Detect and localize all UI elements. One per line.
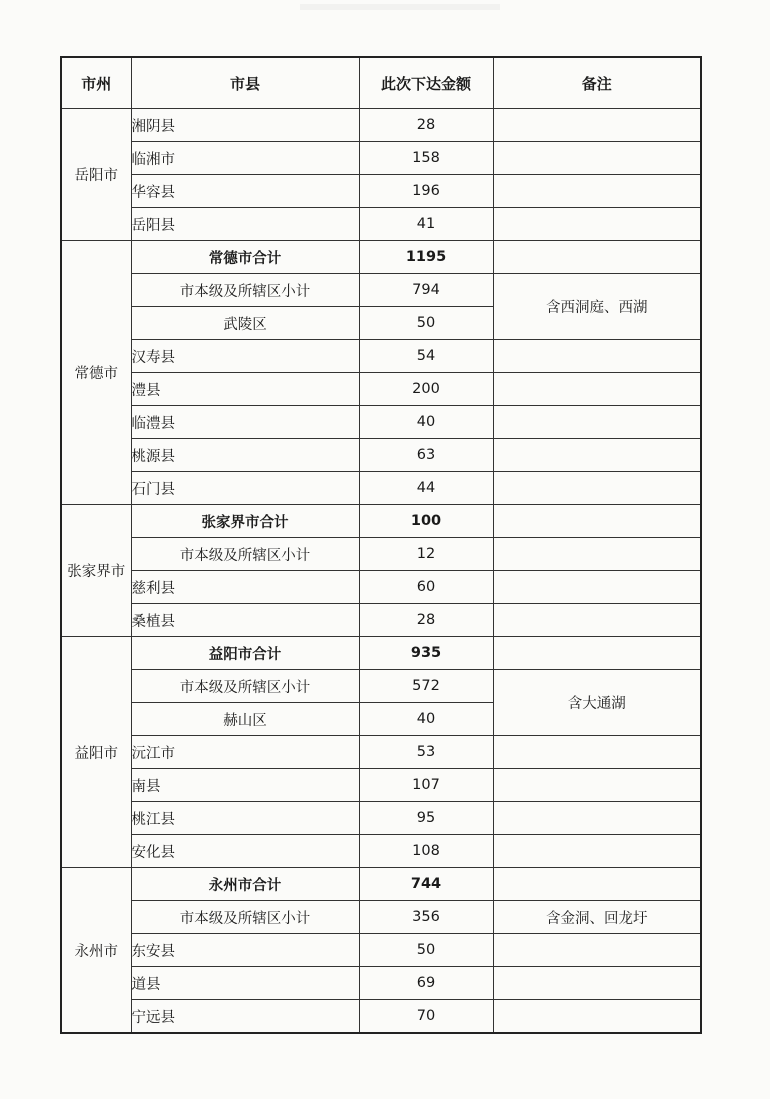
county-cell: 岳阳县	[131, 208, 359, 241]
amount-cell: 28	[359, 604, 493, 637]
note-cell	[493, 802, 701, 835]
note-cell	[493, 406, 701, 439]
county-cell: 永州市合计	[131, 868, 359, 901]
amount-cell: 50	[359, 307, 493, 340]
table-row	[61, 769, 701, 802]
city-cell: 常德市	[61, 241, 131, 505]
amount-cell: 158	[359, 142, 493, 175]
amount-cell: 44	[359, 472, 493, 505]
amount-cell: 40	[359, 406, 493, 439]
table-row	[61, 802, 701, 835]
amount-cell: 356	[359, 901, 493, 934]
county-cell: 湘阴县	[131, 109, 359, 142]
amount-cell: 60	[359, 571, 493, 604]
amount-cell: 108	[359, 835, 493, 868]
note-cell	[493, 736, 701, 769]
county-cell: 道县	[131, 967, 359, 1000]
note-cell	[493, 868, 701, 901]
amount-cell: 70	[359, 1000, 493, 1034]
amount-cell: 95	[359, 802, 493, 835]
note-cell	[493, 505, 701, 538]
county-cell: 南县	[131, 769, 359, 802]
note-cell	[493, 142, 701, 175]
header-city: 市州	[61, 57, 131, 109]
note-cell	[493, 109, 701, 142]
table-row	[61, 1000, 701, 1034]
table-row	[61, 208, 701, 241]
table-row	[61, 538, 701, 571]
note-cell	[493, 340, 701, 373]
amount-cell: 28	[359, 109, 493, 142]
table-row	[61, 373, 701, 406]
note-cell	[493, 538, 701, 571]
table-row	[61, 472, 701, 505]
amount-cell: 40	[359, 703, 493, 736]
city-cell: 永州市	[61, 868, 131, 1034]
county-cell: 安化县	[131, 835, 359, 868]
city-cell: 张家界市	[61, 505, 131, 637]
note-cell	[493, 175, 701, 208]
table-row	[61, 835, 701, 868]
table-row	[61, 934, 701, 967]
note-cell	[493, 571, 701, 604]
table-row	[61, 142, 701, 175]
county-cell: 桃江县	[131, 802, 359, 835]
note-cell	[493, 604, 701, 637]
table-row	[61, 175, 701, 208]
note-cell	[493, 1000, 701, 1034]
county-cell: 常德市合计	[131, 241, 359, 274]
county-cell: 桑植县	[131, 604, 359, 637]
amount-cell: 200	[359, 373, 493, 406]
amount-cell: 1195	[359, 241, 493, 274]
table-row	[61, 604, 701, 637]
county-cell: 市本级及所辖区小计	[131, 670, 359, 703]
note-cell	[493, 934, 701, 967]
scan-artifact	[300, 4, 500, 10]
table-row	[61, 505, 701, 538]
amount-cell: 50	[359, 934, 493, 967]
county-cell: 赫山区	[131, 703, 359, 736]
table-row	[61, 340, 701, 373]
amount-cell: 54	[359, 340, 493, 373]
note-cell	[493, 373, 701, 406]
note-cell	[493, 769, 701, 802]
note-cell: 含大通湖	[493, 670, 701, 736]
note-cell	[493, 241, 701, 274]
county-cell: 武陵区	[131, 307, 359, 340]
note-cell	[493, 208, 701, 241]
note-cell	[493, 835, 701, 868]
county-cell: 临湘市	[131, 142, 359, 175]
header-county: 市县	[131, 57, 359, 109]
table-row	[61, 637, 701, 670]
county-cell: 汉寿县	[131, 340, 359, 373]
county-cell: 张家界市合计	[131, 505, 359, 538]
table-row	[61, 439, 701, 472]
amount-cell: 69	[359, 967, 493, 1000]
county-cell: 市本级及所辖区小计	[131, 901, 359, 934]
county-cell: 石门县	[131, 472, 359, 505]
table-body	[61, 109, 701, 1034]
amount-cell: 794	[359, 274, 493, 307]
table-row	[61, 736, 701, 769]
county-cell: 市本级及所辖区小计	[131, 538, 359, 571]
amount-cell: 100	[359, 505, 493, 538]
county-cell: 益阳市合计	[131, 637, 359, 670]
county-cell: 市本级及所辖区小计	[131, 274, 359, 307]
amount-cell: 572	[359, 670, 493, 703]
table-row	[61, 109, 701, 142]
allocation-table	[60, 56, 702, 1034]
table-header-row	[61, 57, 701, 109]
table-row	[61, 868, 701, 901]
amount-cell: 744	[359, 868, 493, 901]
city-cell: 益阳市	[61, 637, 131, 868]
header-note: 备注	[493, 57, 701, 109]
note-cell	[493, 439, 701, 472]
county-cell: 宁远县	[131, 1000, 359, 1034]
amount-cell: 935	[359, 637, 493, 670]
county-cell: 东安县	[131, 934, 359, 967]
table-row	[61, 406, 701, 439]
table-row	[61, 241, 701, 274]
amount-cell: 12	[359, 538, 493, 571]
county-cell: 沅江市	[131, 736, 359, 769]
amount-cell: 63	[359, 439, 493, 472]
county-cell: 华容县	[131, 175, 359, 208]
table-row	[61, 670, 701, 703]
amount-cell: 53	[359, 736, 493, 769]
county-cell: 桃源县	[131, 439, 359, 472]
note-cell: 含西洞庭、西湖	[493, 274, 701, 340]
amount-cell: 41	[359, 208, 493, 241]
table-row	[61, 571, 701, 604]
table-row	[61, 274, 701, 307]
amount-cell: 107	[359, 769, 493, 802]
table-row	[61, 901, 701, 934]
note-cell	[493, 637, 701, 670]
county-cell: 临澧县	[131, 406, 359, 439]
amount-cell: 196	[359, 175, 493, 208]
table-row	[61, 967, 701, 1000]
note-cell	[493, 472, 701, 505]
note-cell: 含金洞、回龙圩	[493, 901, 701, 934]
note-cell	[493, 967, 701, 1000]
county-cell: 澧县	[131, 373, 359, 406]
header-amount: 此次下达金额	[359, 57, 493, 109]
city-cell: 岳阳市	[61, 109, 131, 241]
county-cell: 慈利县	[131, 571, 359, 604]
